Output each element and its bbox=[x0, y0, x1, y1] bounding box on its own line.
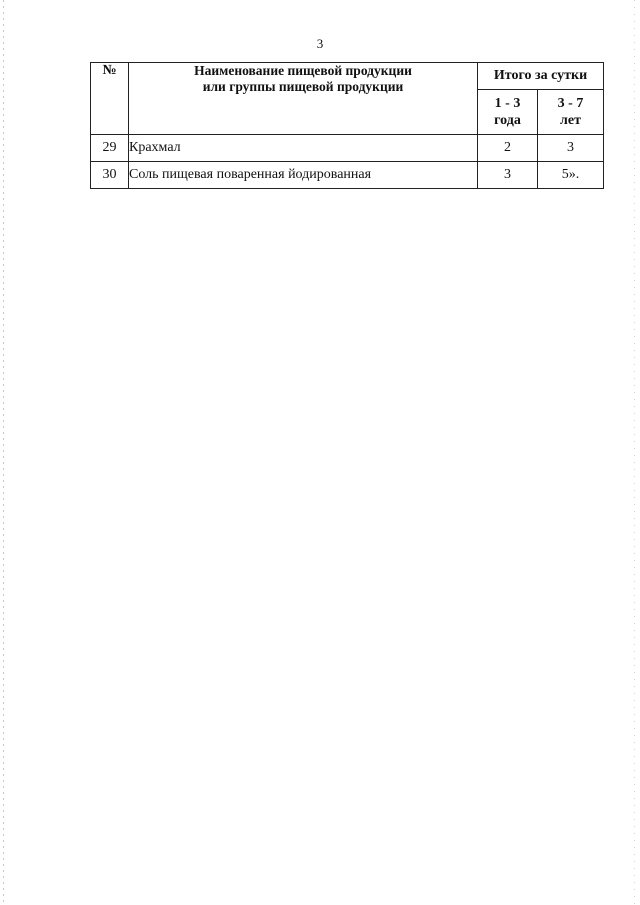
row-number: 29 bbox=[91, 135, 129, 162]
scan-edge-left bbox=[3, 0, 4, 905]
table-header bbox=[91, 63, 604, 135]
page-number: 3 bbox=[316, 36, 324, 51]
ration-table bbox=[90, 62, 604, 189]
table-row bbox=[91, 162, 604, 189]
header-product-name bbox=[129, 63, 478, 135]
table-body bbox=[91, 135, 604, 189]
header-row-top bbox=[91, 63, 604, 90]
row-value-age-1-3: 3 bbox=[478, 162, 538, 189]
header-age-1-3-unit: года bbox=[494, 113, 521, 128]
header-age-1-3-range: 1 - 3 bbox=[494, 96, 521, 111]
row-value-age-1-3: 2 bbox=[478, 135, 538, 162]
header-age-1-3 bbox=[478, 90, 538, 135]
scan-edge-right bbox=[634, 0, 635, 905]
header-age-3-7 bbox=[538, 90, 604, 135]
row-value-age-3-7: 3 bbox=[538, 135, 604, 162]
header-age-3-7-unit: лет bbox=[560, 113, 581, 128]
header-product-name-line1: Наименование пищевой продукции bbox=[194, 63, 412, 78]
header-age-3-7-range: 3 - 7 bbox=[557, 96, 584, 111]
row-number: 30 bbox=[91, 162, 129, 189]
table-row bbox=[91, 135, 604, 162]
row-product-name: Крахмал bbox=[129, 135, 478, 162]
header-daily-total: Итого за сутки bbox=[478, 63, 604, 90]
header-product-name-line2: или группы пищевой продукции bbox=[202, 79, 404, 94]
row-product-name: Соль пищевая поваренная йодированная bbox=[129, 162, 478, 189]
row-value-age-3-7: 5». bbox=[538, 162, 604, 189]
header-number: № bbox=[91, 63, 129, 135]
